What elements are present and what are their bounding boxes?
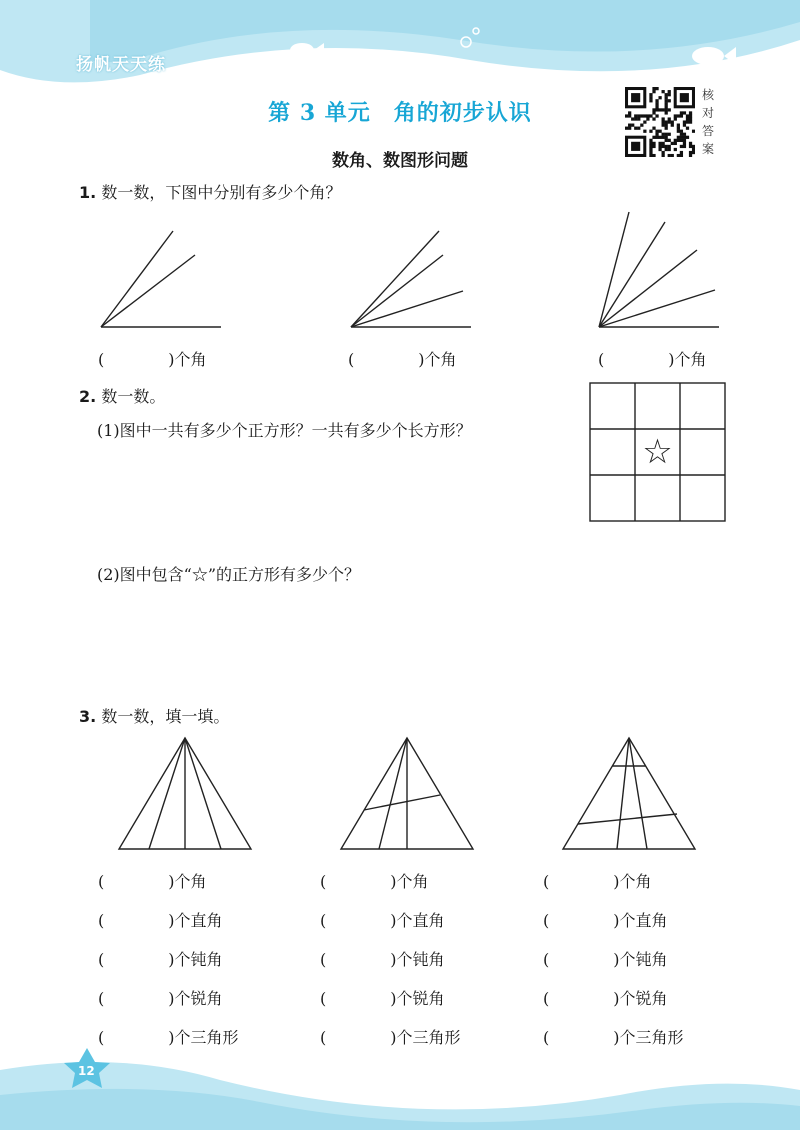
answer-unit-label: 个钝角 — [396, 950, 445, 969]
answer-unit-label: 个锐角 — [396, 989, 445, 1008]
answer-blank[interactable]: ( )个锐角 — [320, 989, 445, 1008]
answer-blank[interactable]: ( )个直角 — [98, 911, 223, 930]
question-3: 3. 数一数，填一填。 — [79, 707, 230, 726]
answer-blank[interactable]: ( )个三角形 — [543, 1028, 684, 1047]
answer-unit-label: 个角 — [619, 872, 652, 891]
answer-unit-label: 个三角形 — [619, 1028, 684, 1047]
answer-unit-label: 个锐角 — [619, 989, 668, 1008]
answer-unit-label: 个三角形 — [396, 1028, 461, 1047]
answer-blank[interactable]: ( )个钝角 — [98, 950, 223, 969]
answer-blank[interactable]: ( )个角 — [348, 350, 457, 369]
brand-logo-text: 扬帆天天练 — [76, 55, 166, 75]
answer-unit-label: 个直角 — [619, 911, 668, 930]
answer-blank[interactable]: ( )个三角形 — [98, 1028, 239, 1047]
triangle-figure-1 — [115, 735, 255, 853]
answer-blank[interactable]: ( )个三角形 — [320, 1028, 461, 1047]
angle-figure-1 — [95, 225, 225, 335]
section-title: 数角、数图形问题 — [332, 151, 468, 171]
answer-blank[interactable]: ( )个锐角 — [543, 989, 668, 1008]
footer-banner — [0, 1040, 800, 1130]
answer-blank[interactable]: ( )个直角 — [543, 911, 668, 930]
answer-unit-label: 个直角 — [174, 911, 223, 930]
answer-unit-label: 个三角形 — [174, 1028, 239, 1047]
answer-unit-label: 个锐角 — [174, 989, 223, 1008]
answer-unit-label: 个钝角 — [619, 950, 668, 969]
answer-blank[interactable]: ( )个角 — [98, 872, 207, 891]
answer-blank[interactable]: ( )个钝角 — [543, 950, 668, 969]
triangle-figure-3 — [559, 735, 699, 853]
header-banner — [0, 0, 800, 90]
answer-blank[interactable]: ( )个直角 — [320, 911, 445, 930]
qr-label: 核 对 答 案 — [702, 88, 715, 156]
answer-blank[interactable]: ( )个角 — [543, 872, 652, 891]
angle-figure-2 — [345, 225, 475, 335]
question-2: 2. 数一数。 — [79, 387, 166, 406]
page-number: 12 — [78, 1064, 95, 1078]
question-2-part-1: (1)图中一共有多少个正方形？一共有多少个长方形？ — [97, 421, 472, 440]
answer-blank[interactable]: ( )个钝角 — [320, 950, 445, 969]
triangle-figure-2 — [337, 735, 477, 853]
question-2-part-2: (2)图中包含“☆”的正方形有多少个？ — [97, 565, 361, 584]
answer-unit-label: 个角 — [174, 872, 207, 891]
angle-figure-3 — [593, 208, 723, 335]
answer-blank[interactable]: ( )个锐角 — [98, 989, 223, 1008]
answer-unit-label: 个角 — [396, 872, 429, 891]
page-title: 第 3 单元 角的初步认识 — [268, 100, 532, 126]
answer-blank[interactable]: ( )个角 — [598, 350, 707, 369]
grid-figure — [587, 380, 729, 524]
star-icon: ☆ — [642, 432, 673, 472]
answer-unit-label: 个钝角 — [174, 950, 223, 969]
qr-code-icon[interactable] — [625, 87, 695, 157]
answer-blank[interactable]: ( )个角 — [320, 872, 429, 891]
question-1: 1. 数一数，下图中分别有多少个角？ — [79, 183, 342, 202]
answer-blank[interactable]: ( )个角 — [98, 350, 207, 369]
answer-unit-label: 个直角 — [396, 911, 445, 930]
